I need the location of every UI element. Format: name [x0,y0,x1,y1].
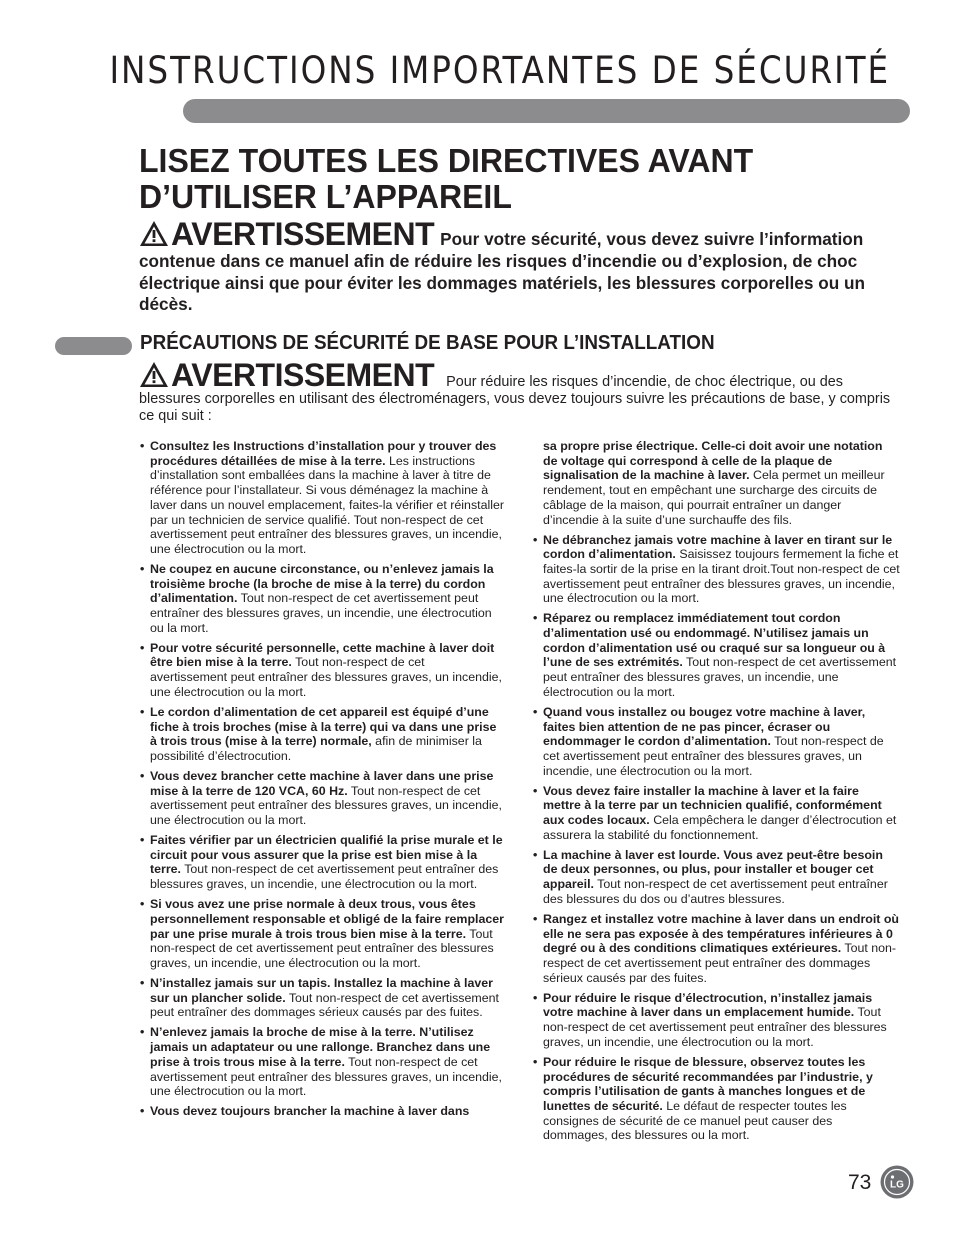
list-item: • Réparez ou remplacez immédiatement tout cordon d’alimentation usé ou endommagé. N’utilisez jamais un cordon d’alimentation usé ou craqué sur sa longueur ou à l’une de ses extrémités. Tout non-respect de cet avertissement peut entraîner des blessures graves, un incendie, une électrocution ou la mort. [533,611,900,699]
warning-triangle-icon [139,361,169,388]
svg-text:LG: LG [890,1179,904,1191]
warning-label: AVERTISSEMENT [171,357,435,393]
warning-block-installation [139,357,899,426]
list-item: • Vous devez brancher cette machine à laver dans une prise mise à la terre de 120 VCA, 60 Hz. Tout non-respect de cet avertissement peut entraîner des blessures graves, un incendie, une électrocution ou la mort. [140,769,505,828]
list-item: • Quand vous installez ou bougez votre machine à laver, faites bien attention de ne pas pincer, écraser ou endommager le cordon d’alimentation. Tout non-respect de cet avertissement peut entraîner des blessures graves, un incendie, une électrocution ou la mort. [533,705,900,779]
warning-label: AVERTISSEMENT [171,216,435,252]
left-column [140,439,505,1124]
list-item: • Ne débranchez jamais votre machine à laver en tirant sur le cordon d’alimentation. Saisissez toujours fermement la fiche et faites-la sortir de la prise en la tirant droit.Tout non-respect de cet avertissement peut entraîner des blessures graves, un incendie, une électrocution ou la mort. [533,533,900,607]
page-number: 73 [848,1171,872,1194]
list-item: • Consultez les Instructions d’installation pour y trouver des procédures détaillées de mise à la terre. Les instructions d’installation sont emballées dans la machine à laver à titre de référence pour l’installateur. Si vous déménagez la machine à laver dans un nouvel emplacement, faites-la vérifier et réinstaller par un technicien de service qualifié. Tout non-respect de cet avertissement peut entraîner des blessures graves, un incendie, une électrocution ou la mort. [140,439,505,557]
list-item: • Ne coupez en aucune circonstance, ou n’enlevez jamais la troisième broche (la broche de mise à la terre) du cordon d’alimentation. Tout non-respect de cet avertissement peut entraîner des blessures graves, un incendie, une électrocution ou la mort. [140,562,505,636]
lg-logo-icon [880,1165,914,1199]
warning-triangle-icon [139,220,169,247]
list-item: • Le cordon d’alimentation de cet appareil est équipé d’une fiche à trois broches (mise à la terre) qui va dans une prise à trois trous (mise à la terre) normale, afin de minimiser la possibilité d’électrocution. [140,705,505,764]
header-bar [183,99,910,123]
list-item: • N’installez jamais sur un tapis. Installez la machine à laver sur un plancher solide. Tout non-respect de cet avertissement peut entraîner des dommages sérieux causés par des fuites. [140,976,505,1020]
warning-block-general [139,216,884,316]
main-heading-line1: LISEZ TOUTES LES DIRECTIVES AVANT [139,142,754,179]
list-item: • Faites vérifier par un électricien qualifié la prise murale et le circuit pour vous assurer que la prise est bien mise à la terre. Tout non-respect de cet avertissement peut entraîner des blessures graves, un incendie, une électrocution ou la mort. [140,833,505,892]
list-item-continued: sa propre prise électrique. Celle-ci doit avoir une notation de voltage qui correspond à celle de la plaque de signalisation de la machine à laver. Cela permet un meilleur rendement, tout en empêchant une surcharge des circuits de câblage de la maison, qui pourrait entraîner un danger d’incendie à la suite d’une surchauffe des fils. [543,439,885,527]
list-item: • Vous devez faire installer la machine à laver et la faire mettre à la terre par un technicien qualifié, conformément aux codes locaux. Cela empêchera le danger d’électrocution et assurera la stabilité du fonctionnement. [533,784,900,843]
list-item: • N’enlevez jamais la broche de mise à la terre. N’utilisez jamais un adaptateur ou une rallonge. Branchez dans une prise à trois trous mise à la terre. Tout non-respect de cet avertissement peut entraîner des blessures graves, un incendie, une électrocution ou la mort. [140,1025,505,1099]
warning-text: Pour votre sécurité, vous devez suivre l’information contenue dans ce manuel afin de réduire les risques d’incendie ou d’explosion, de choc électrique ainsi que pour éviter les dommages matériels, les blessures corporelles ou un décès. [139,229,865,315]
list-item: • Rangez et installez votre machine à laver dans un endroit où elle ne sera pas exposée à des températures inférieures à 0 degré ou à des conditions climatiques extérieures. Tout non-respect de cet avertissement peut entraîner des dommages sérieux causés par des fuites. [533,912,900,986]
list-item: • Si vous avez une prise normale à deux trous, vous êtes personnellement responsable et obligé de la faire remplacer par une prise murale à trois trous bien mise à la terre. Tout non-respect de cet avertissement peut entraîner des blessures graves, un incendie, une électrocution ou la mort. [140,897,505,971]
list-item: • Vous devez toujours brancher la machine à laver dans [140,1104,505,1119]
page-header-title: INSTRUCTIONS IMPORTANTES DE SÉCURITÉ [109,49,891,92]
list-item: • Pour réduire le risque de blessure, observez toutes les procédures de sécurité recommandées par l’industrie, y compris l’utilisation de gants à manches longues et de lunettes de sécurité. Le défaut de respecter toutes les consignes de sécurité de ce manuel peut causer des dommages, des blessures ou la mort. [533,1055,900,1143]
right-column [533,439,900,1148]
list-item: • La machine à laver est lourde. Vous avez peut-être besoin de deux personnes, ou plus, pour installer et bouger cet appareil. Tout non-respect de cet avertissement peut entraîner des blessures du dos ou d’autres blessures. [533,848,900,907]
list-item: • Pour réduire le risque d’électrocution, n’installez jamais votre machine à laver dans un emplacement humide. Tout non-respect de cet avertissement peut entraîner des blessures graves, un incendie, une électrocution ou la mort. [533,991,900,1050]
list-item: • Pour votre sécurité personnelle, cette machine à laver doit être bien mise à la terre. Tout non-respect de cet avertissement peut entraîner des blessures graves, un incendie, une électrocution ou la mort. [140,641,505,700]
main-heading [139,143,876,215]
section-marker [55,337,132,355]
section-heading: PRÉCAUTIONS DE SÉCURITÉ DE BASE POUR L’INSTALLATION [140,331,715,354]
warning-text: Pour réduire les risques d’incendie, de choc électrique, ou des blessures corporelles en utilisant des électroménagers, vous devez toujours suivre les précautions de base, y compris ce qui suit : [139,374,891,425]
main-heading-line2: D’UTILISER L’APPAREIL [139,178,512,215]
